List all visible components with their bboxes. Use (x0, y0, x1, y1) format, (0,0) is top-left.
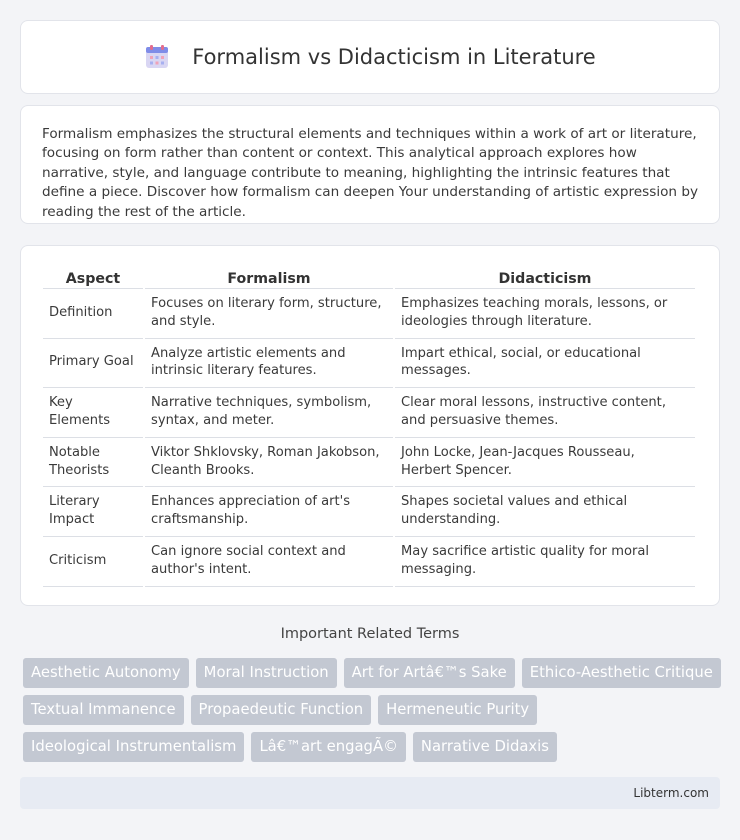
table-row (43, 388, 695, 438)
table-row (43, 438, 695, 488)
intro-card (20, 105, 720, 224)
table-row (43, 537, 695, 587)
footer (20, 777, 720, 809)
table-row (43, 339, 695, 389)
column-header-didacticism: Didacticism (395, 266, 695, 289)
related-terms-list (23, 658, 723, 769)
row-aspect-cell: Notable Theorists (43, 438, 143, 488)
row-aspect-cell: Literary Impact (43, 487, 143, 537)
row-didacticism-cell: Shapes societal values and ethical understanding. (395, 487, 695, 537)
column-header-formalism: Formalism (145, 266, 393, 289)
row-aspect-cell: Primary Goal (43, 339, 143, 389)
table-row (43, 487, 695, 537)
row-didacticism-cell: Emphasizes teaching morals, lessons, or ideologies through literature. (395, 289, 695, 339)
row-didacticism-cell: Impart ethical, social, or educational messages. (395, 339, 695, 389)
row-aspect-cell: Definition (43, 289, 143, 339)
tag-row (23, 658, 723, 688)
row-aspect-cell: Key Elements (43, 388, 143, 438)
tag-moral-instruction[interactable]: Moral Instruction (196, 658, 337, 688)
tag-aesthetic-autonomy[interactable]: Aesthetic Autonomy (23, 658, 189, 688)
tag-art-for-arts-sake[interactable]: Art for Artâ€™s Sake (344, 658, 515, 688)
tag-ethico-aesthetic-critique[interactable]: Ethico-Aesthetic Critique (522, 658, 721, 688)
tag-propaedeutic-function[interactable]: Propaedeutic Function (191, 695, 372, 725)
intro-paragraph: Formalism emphasizes the structural elements and techniques within a work of art or literature, focusing on form rather than content or context. This analytical approach explores how narrative, style, and language contribute to meaning, highlighting the intrinsic features that define a piece. Discover how formalism can deepen Your understanding of artistic expression by reading the rest of the article. (42, 126, 699, 220)
row-formalism-cell: Can ignore social context and author's intent. (145, 537, 393, 587)
header (144, 44, 595, 70)
tag-row (23, 732, 723, 762)
tag-row (23, 695, 723, 725)
row-formalism-cell: Narrative techniques, symbolism, syntax, and meter. (145, 388, 393, 438)
row-formalism-cell: Viktor Shklovsky, Roman Jakobson, Cleanth Brooks. (145, 438, 393, 488)
tag-ideological-instrumentalism[interactable]: Ideological Instrumentalism (23, 732, 244, 762)
tag-narrative-didaxis[interactable]: Narrative Didaxis (413, 732, 557, 762)
footer-site-link[interactable]: Libterm.com (633, 786, 709, 800)
row-didacticism-cell: Clear moral lessons, instructive content, and persuasive themes. (395, 388, 695, 438)
tag-textual-immanence[interactable]: Textual Immanence (23, 695, 184, 725)
comparison-table (41, 266, 697, 587)
header-card (20, 20, 720, 94)
table-row (43, 289, 695, 339)
tag-lart-engage[interactable]: Lâ€™art engagÃ© (251, 732, 405, 762)
row-formalism-cell: Focuses on literary form, structure, and style. (145, 289, 393, 339)
row-didacticism-cell: John Locke, Jean-Jacques Rousseau, Herbert Spencer. (395, 438, 695, 488)
column-header-aspect: Aspect (43, 266, 143, 289)
row-formalism-cell: Analyze artistic elements and intrinsic literary features. (145, 339, 393, 389)
row-aspect-cell: Criticism (43, 537, 143, 587)
row-formalism-cell: Enhances appreciation of art's craftsmanship. (145, 487, 393, 537)
tag-hermeneutic-purity[interactable]: Hermeneutic Purity (378, 695, 537, 725)
comparison-card (20, 245, 720, 606)
page-title: Formalism vs Didacticism in Literature (192, 45, 596, 69)
row-didacticism-cell: May sacrifice artistic quality for moral messaging. (395, 537, 695, 587)
related-terms-heading: Important Related Terms (280, 626, 460, 642)
calendar-icon (144, 44, 170, 70)
table-header-row (43, 266, 695, 289)
